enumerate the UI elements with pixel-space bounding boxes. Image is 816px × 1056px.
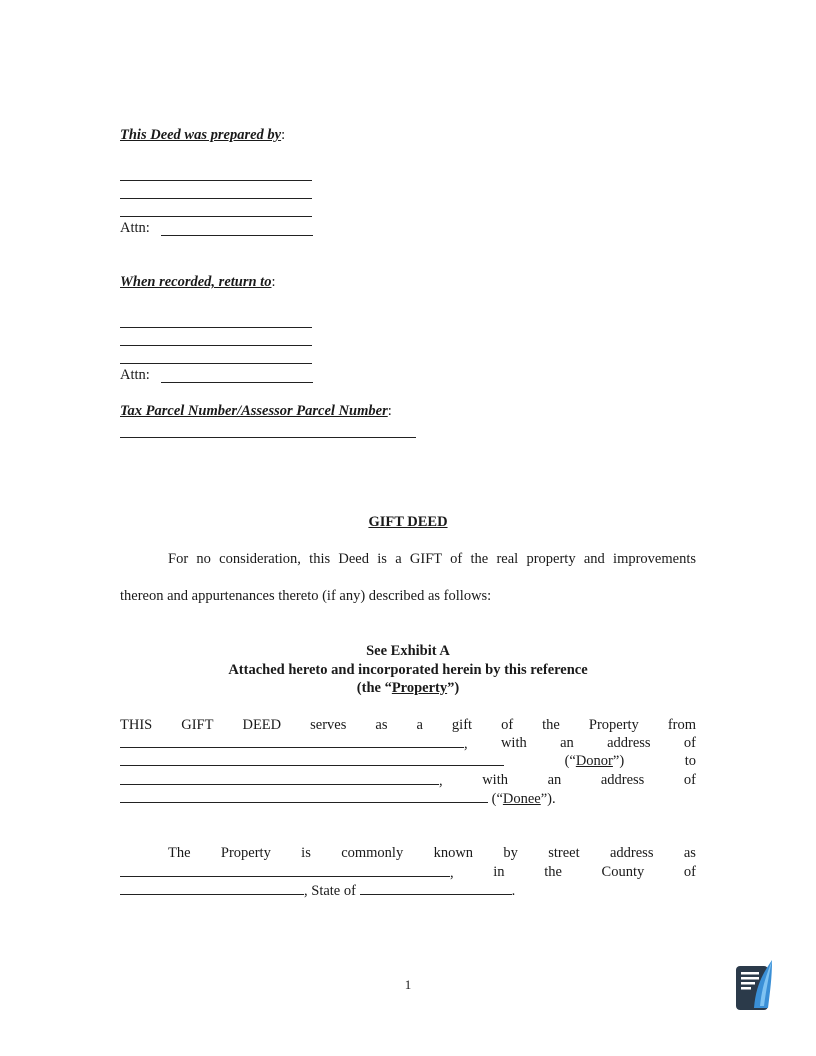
gift-line-4: , with an address of <box>120 772 696 790</box>
prepared-by-attn-blank[interactable] <box>161 235 313 236</box>
gift-line-2: , with an address of <box>120 735 696 753</box>
return-to-blank-3[interactable] <box>120 363 312 364</box>
donor-address-blank[interactable] <box>120 753 504 766</box>
donee-term: Donee <box>502 791 541 807</box>
return-to-blank-1[interactable] <box>120 327 312 328</box>
exhibit-line-3: (the “Property”) <box>356 680 460 696</box>
intro-line-2: thereon and appurtenances thereto (if any) described as follows: <box>120 588 492 604</box>
property-line-3: , State of . <box>120 882 515 900</box>
document-logo-icon <box>734 958 774 1012</box>
prepared-by-heading: This Deed was prepared by: <box>120 127 286 143</box>
return-to-heading: When recorded, return to: <box>120 274 276 290</box>
exhibit-line-1: See Exhibit A <box>366 643 450 659</box>
page-number: 1 <box>404 977 412 992</box>
street-address-blank[interactable] <box>120 864 450 877</box>
gift-line-1: THIS GIFT DEED serves as a gift of the Property from <box>120 717 696 733</box>
property-line-1: The Property is commonly known by street address as <box>168 845 696 861</box>
tax-parcel-heading: Tax Parcel Number/Assessor Parcel Number: <box>120 403 392 419</box>
donee-name-blank[interactable] <box>120 772 439 785</box>
tax-parcel-blank[interactable] <box>120 437 416 438</box>
state-blank[interactable] <box>360 882 512 895</box>
return-to-attn-blank[interactable] <box>161 382 313 383</box>
prepared-by-blank-3[interactable] <box>120 216 312 217</box>
donor-name-blank[interactable] <box>120 735 464 748</box>
return-to-attn-label: Attn: <box>120 367 150 383</box>
gift-line-3: (“Donor”) to <box>120 753 696 770</box>
exhibit-line-2: Attached hereto and incorporated herein by this reference <box>228 662 588 678</box>
property-line-2: , in the County of <box>120 864 696 882</box>
intro-line-1: For no consideration, this Deed is a GIFT of the real property and improvements <box>168 551 696 567</box>
prepared-by-blank-2[interactable] <box>120 198 312 199</box>
gift-line-5: (“Donee”). <box>120 790 556 808</box>
prepared-by-attn-label: Attn: <box>120 220 150 236</box>
donee-address-blank[interactable] <box>120 790 488 803</box>
property-term: Property <box>391 680 448 696</box>
return-to-blank-2[interactable] <box>120 345 312 346</box>
document-title: GIFT DEED <box>368 514 448 530</box>
county-blank[interactable] <box>120 882 304 895</box>
donor-term: Donor <box>575 753 613 769</box>
prepared-by-blank-1[interactable] <box>120 180 312 181</box>
